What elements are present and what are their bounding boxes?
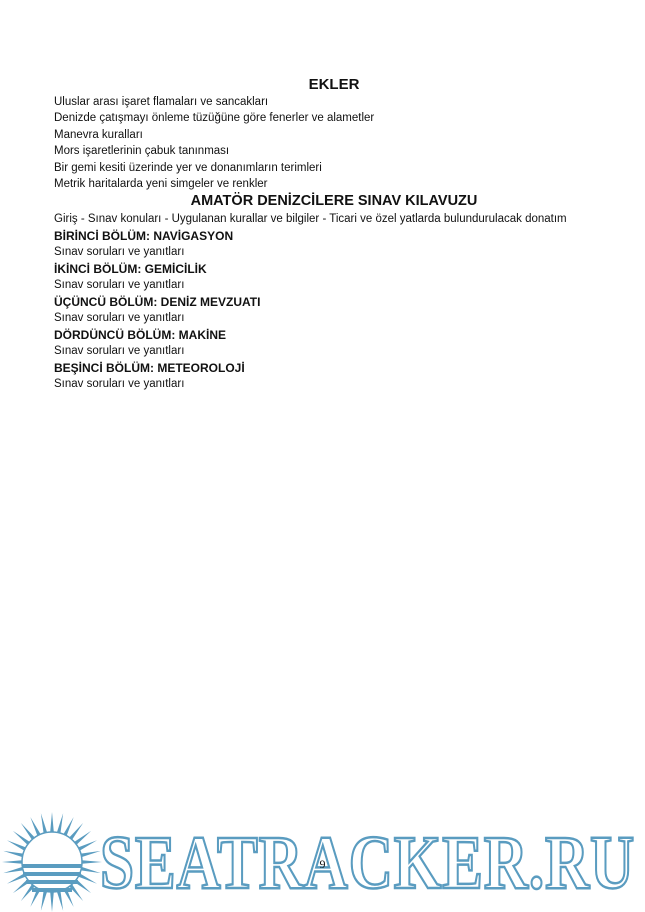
sun-ray <box>21 884 35 901</box>
sun-ray <box>50 892 54 912</box>
ekler-item: Manevra kuralları <box>54 128 143 141</box>
sun-ray <box>7 840 26 850</box>
section-item: Sınav soruları ve yanıtları <box>54 312 185 325</box>
sun-ray <box>78 873 97 883</box>
sun-ray <box>7 873 26 883</box>
watermark-text: SEATRACKER.RU <box>100 821 635 905</box>
section-item: Sınav soruları ve yanıtları <box>54 246 185 259</box>
ekler-item: Metrik haritalarda yeni simgeler ve renkler <box>54 178 268 191</box>
sun-ray <box>74 831 91 845</box>
sun-ray <box>13 831 30 845</box>
ekler-item: Uluslar arası işaret flamaları ve sancakları <box>54 96 269 108</box>
ekler-title: EKLER <box>308 76 360 93</box>
section-heading: ÜÇÜNCÜ BÖLÜM: DENİZ MEVZUATI <box>54 294 261 309</box>
guide-title: AMATÖR DENİZCİLERE SINAV KILAVUZU <box>190 193 478 210</box>
section-item: Sınav soruları ve yanıtları <box>54 345 185 358</box>
ekler-item: Mors işaretlerinin çabuk tanınması <box>54 145 230 158</box>
sun-ray <box>57 813 63 833</box>
page-number: 9 <box>319 857 326 871</box>
section-heading: DÖRDÜNCÜ BÖLÜM: MAKİNE <box>54 327 226 342</box>
ekler-item: Denizde çatışmayı önleme tüzüğüne göre fenerler ve alametler <box>54 112 375 125</box>
section-item: Sınav soruları ve yanıtları <box>54 378 185 391</box>
sun-ray <box>41 813 47 833</box>
section-item: Sınav soruları ve yanıtları <box>54 279 185 292</box>
sun-ray <box>41 891 47 911</box>
sun-ray <box>63 817 73 836</box>
section-heading: BİRİNCİ BÖLÜM: NAVİGASYON <box>54 228 234 243</box>
sun-ray <box>21 823 35 840</box>
sun-ray <box>69 823 83 840</box>
sun-ray <box>30 817 40 836</box>
sun-ray <box>69 884 83 901</box>
ekler-item: Bir gemi kesiti üzerinde yer ve donanımların terimleri <box>54 161 322 174</box>
sun-ray <box>57 891 63 911</box>
guide-intro: Giriş - Sınav konuları - Uygulanan kurallar ve bilgiler - Ticari ve özel yatlarda bulundurulacak donatım <box>54 213 567 226</box>
document-body <box>54 76 614 393</box>
section-heading: İKİNCİ BÖLÜM: GEMİCİLİK <box>54 261 207 276</box>
section-heading: BEŞİNCİ BÖLÜM: METEOROLOJİ <box>54 360 245 375</box>
sun-ray <box>78 840 97 850</box>
sun-ray <box>50 812 54 832</box>
